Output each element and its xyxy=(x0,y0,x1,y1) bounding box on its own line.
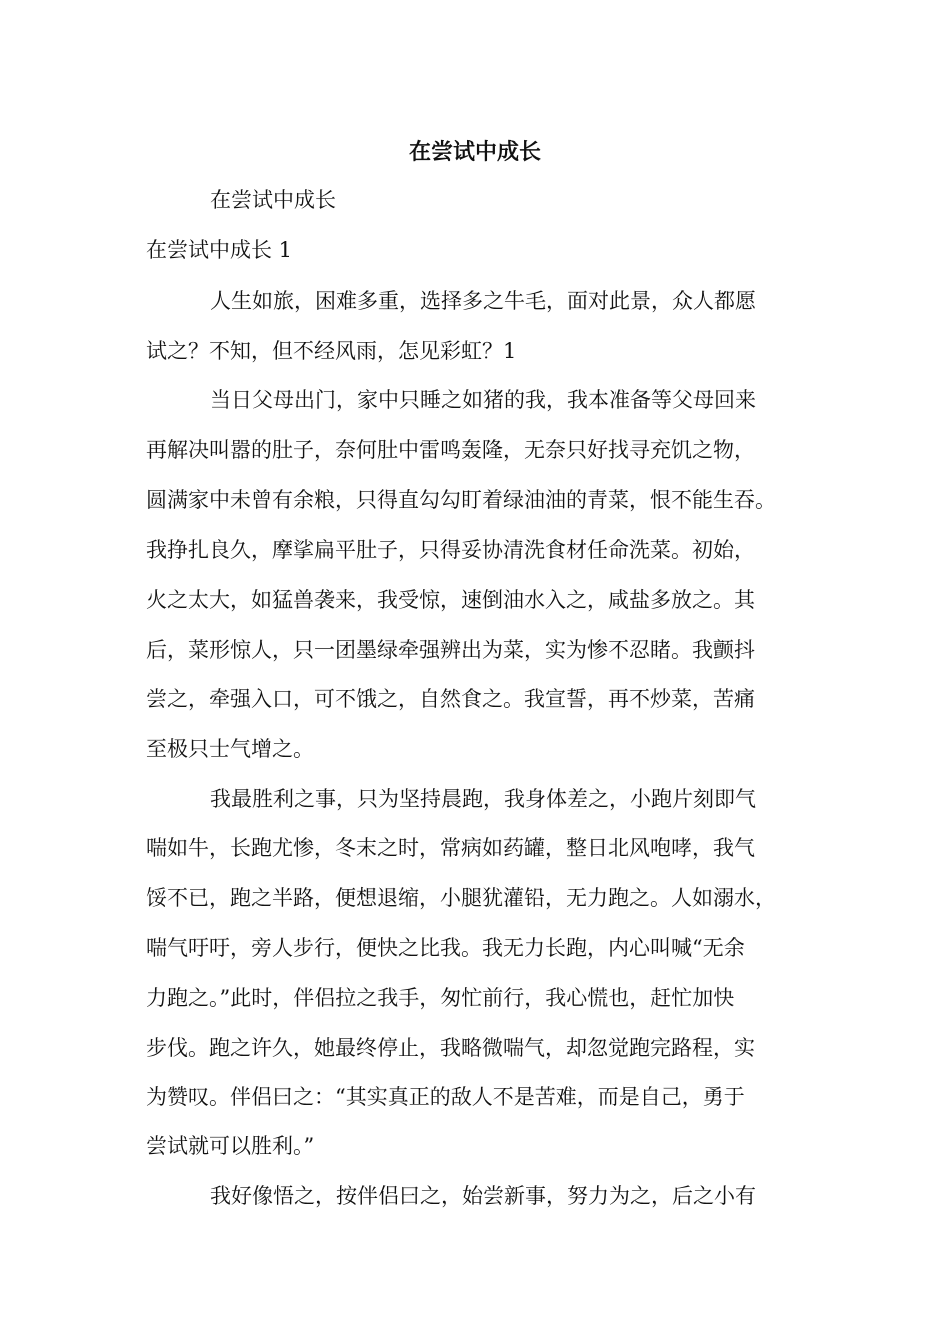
text-line: 人生如旅，困难多重，选择多之牛毛，面对此景，众人都愿 xyxy=(210,289,756,313)
text-line: 尝试就可以胜利。” xyxy=(146,1134,315,1158)
document-title: 在尝试中成长 xyxy=(408,139,541,165)
text-line: 试之？不知，但不经风雨，怎见彩虹？1 xyxy=(146,339,517,363)
text-line: 馁不已，跑之半路，便想退缩，小腿犹灌铅，无力跑之。人如溺水， xyxy=(146,886,776,910)
text-line: 力跑之。”此时，伴侣拉之我手，匆忙前行，我心慌也，赶忙加快 xyxy=(146,986,735,1010)
text-line: 尝之，牵强入口，可不饿之，自然食之。我宣誓，再不炒菜，苦痛 xyxy=(146,687,755,711)
text-line: 喘气吁吁，旁人步行，便快之比我。我无力长跑，内心叫喊“无余 xyxy=(146,936,745,960)
text-line: 当日父母出门，家中只睡之如猪的我，我本准备等父母回来 xyxy=(210,388,756,412)
section-heading: 在尝试中成长 1 xyxy=(146,238,293,262)
subtitle: 在尝试中成长 xyxy=(210,188,336,212)
text-line: 我最胜利之事，只为坚持晨跑，我身体差之，小跑片刻即气 xyxy=(210,787,756,811)
text-line: 喘如牛，长跑尤惨，冬末之时，常病如药罐，整日北风咆哮，我气 xyxy=(146,836,755,860)
text-line: 后，菜形惊人，只一团墨绿牵强辨出为菜，实为惨不忍睹。我颤抖 xyxy=(146,638,755,662)
text-line: 我挣扎良久，摩挲扁平肚子，只得妥协清洗食材任命洗菜。初始， xyxy=(146,538,755,562)
text-line: 再解决叫嚣的肚子，奈何肚中雷鸣轰隆，无奈只好找寻充饥之物， xyxy=(146,438,755,462)
text-line: 至极只士气增之。 xyxy=(146,737,314,761)
text-line: 步伐。跑之许久，她最终停止，我略微喘气，却忽觉跑完路程，实 xyxy=(146,1036,755,1060)
text-line: 我好像悟之，按伴侣曰之，始尝新事，努力为之，后之小有 xyxy=(210,1184,756,1208)
text-line: 为赞叹。伴侣曰之：“其实真正的敌人不是苦难，而是自己，勇于 xyxy=(146,1085,745,1109)
text-line: 火之太大，如猛兽袭来，我受惊，速倒油水入之，咸盐多放之。其 xyxy=(146,588,755,612)
text-line: 圆满家中未曾有余粮，只得直勾勾盯着绿油油的青菜，恨不能生吞。 xyxy=(146,488,776,512)
